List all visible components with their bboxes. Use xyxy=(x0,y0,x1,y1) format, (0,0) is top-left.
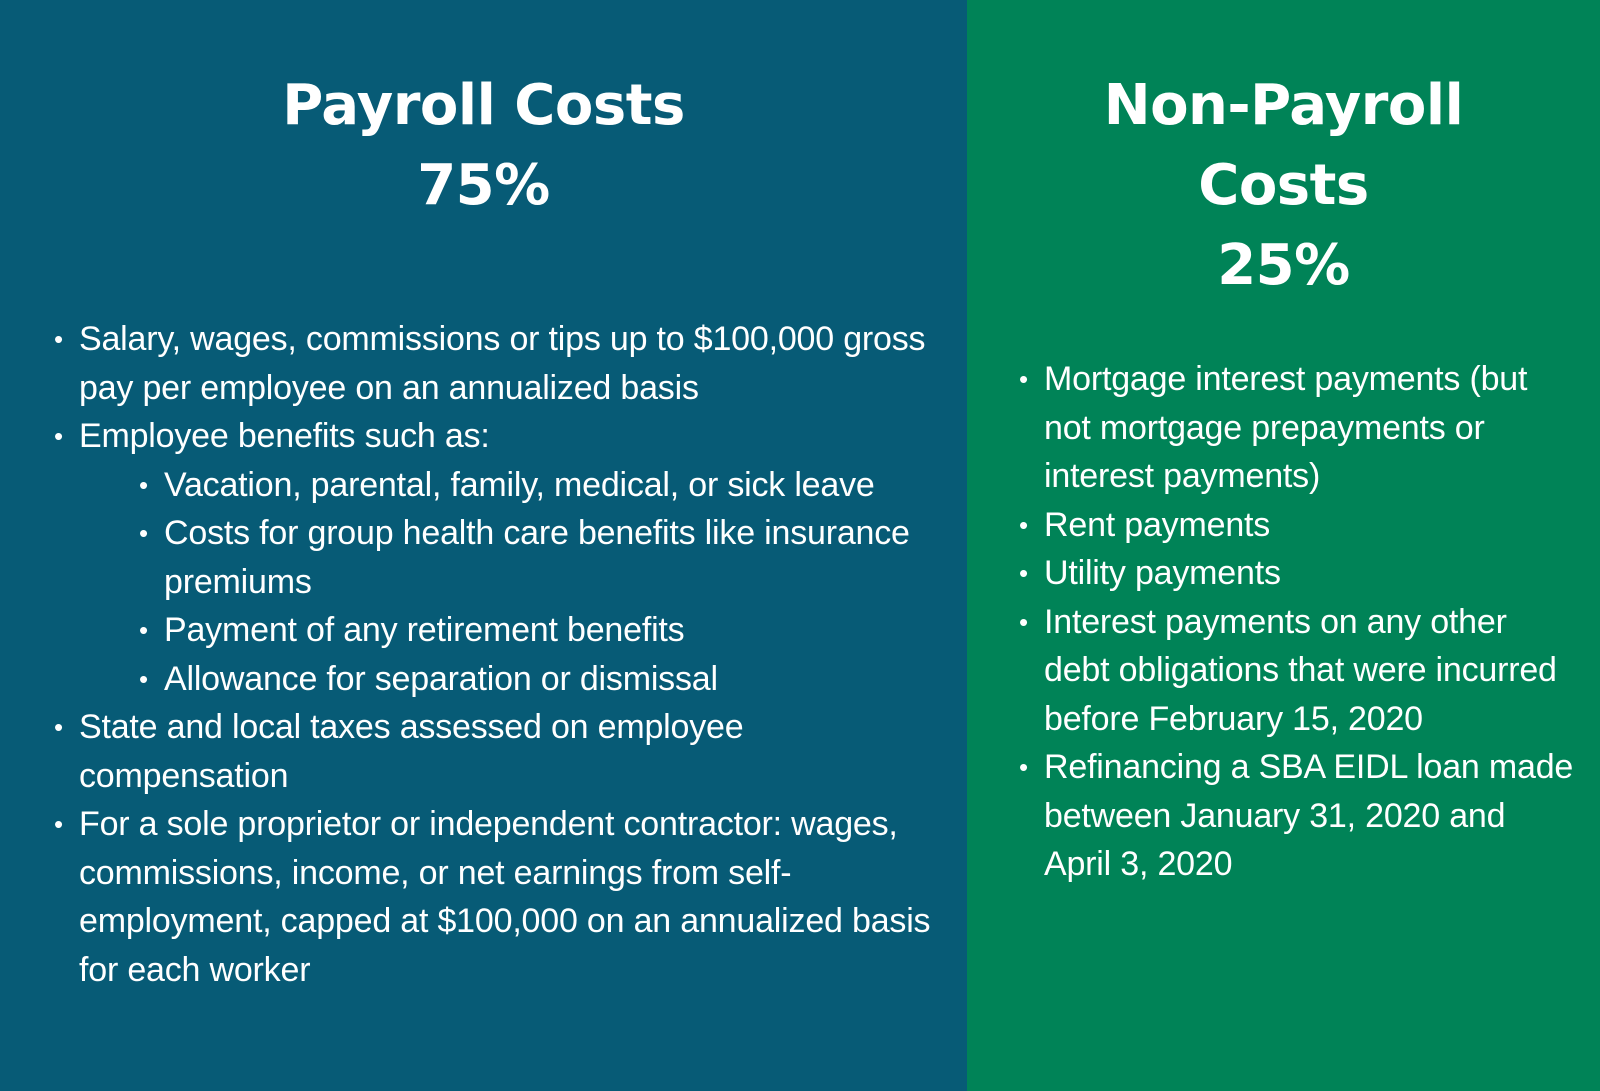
list-item: • For a sole proprietor or independent contractor: wages, commissions, income, or net earnings from self-employment, capped at $100,000 on an annualized basis for each worker xyxy=(54,800,954,994)
list-item: • Mortgage interest payments (but not mortgage prepayments or interest payments) xyxy=(1019,355,1579,501)
benefits-sublist xyxy=(79,461,954,704)
payroll-heading xyxy=(0,66,967,226)
payroll-percent: 75% xyxy=(417,153,550,218)
nonpayroll-percent: 25% xyxy=(1217,233,1350,298)
sub-list-item: • Costs for group health care benefits like insurance premiums xyxy=(139,509,954,606)
nonpayroll-title-line2: Costs xyxy=(1198,153,1369,218)
list-item: • Utility payments xyxy=(1019,549,1579,598)
list-item: • Rent payments xyxy=(1019,501,1579,550)
payroll-title: Payroll Costs xyxy=(282,73,685,138)
list-item-label: Employee benefits such as: xyxy=(79,417,490,455)
nonpayroll-list xyxy=(1019,355,1579,889)
sub-list-item: • Allowance for separation or dismissal xyxy=(139,655,954,704)
list-item: • Salary, wages, commissions or tips up to $100,000 gross pay per employee on an annualized basis xyxy=(54,315,954,412)
nonpayroll-heading xyxy=(967,66,1600,306)
sub-list-item: • Vacation, parental, family, medical, or sick leave xyxy=(139,461,954,510)
list-item xyxy=(54,412,954,703)
list-item: • Refinancing a SBA EIDL loan made between January 31, 2020 and April 3, 2020 xyxy=(1019,743,1579,889)
list-item: • State and local taxes assessed on employee compensation xyxy=(54,703,954,800)
nonpayroll-title-line1: Non-Payroll xyxy=(1103,73,1464,138)
list-item: • Interest payments on any other debt obligations that were incurred before February 15, 2020 xyxy=(1019,598,1579,744)
sub-list-item: • Payment of any retirement benefits xyxy=(139,606,954,655)
payroll-list xyxy=(54,315,954,994)
nonpayroll-panel xyxy=(967,0,1600,1091)
